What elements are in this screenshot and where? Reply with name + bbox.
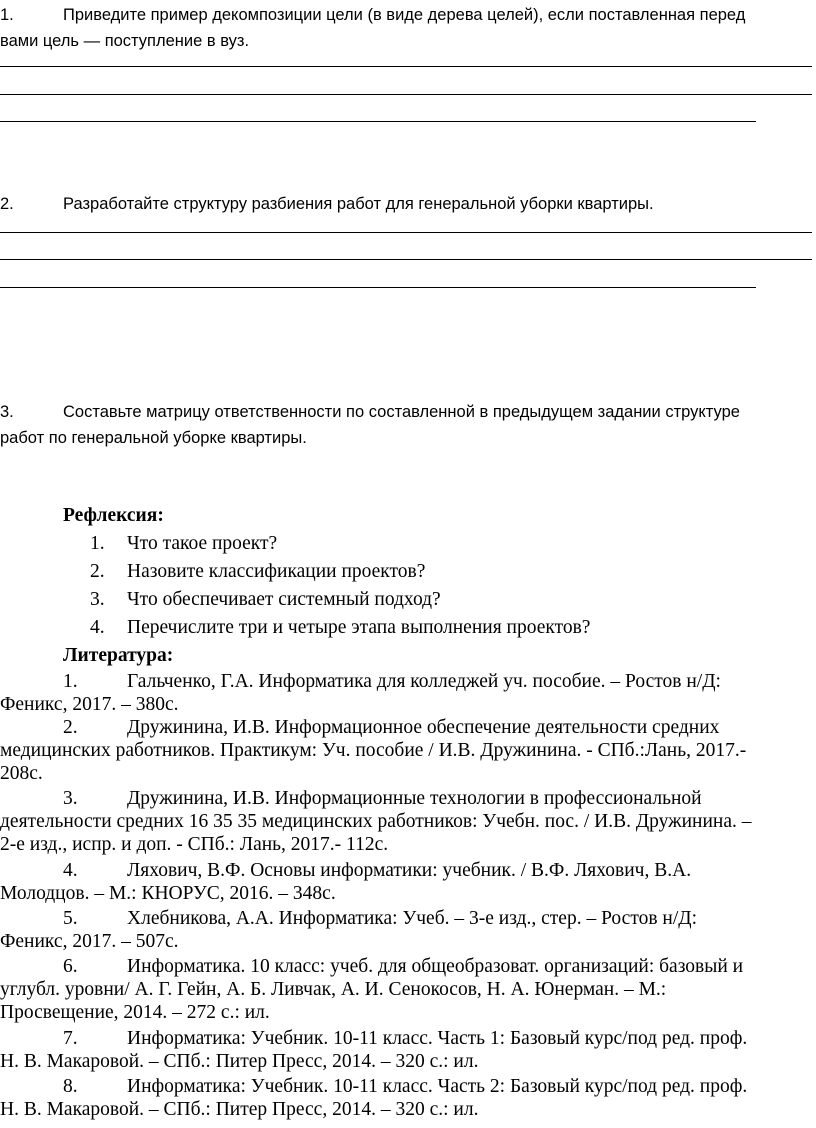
reflection-question: [90, 589, 441, 611]
question-number: 1.: [90, 533, 105, 554]
task-1: [0, 2, 812, 54]
answer-line: [0, 94, 812, 95]
task-1-number: 1.: [0, 6, 14, 24]
answer-line: [0, 232, 812, 233]
literature-item: [0, 787, 800, 856]
question-number: 4.: [90, 617, 105, 638]
literature-text: Н. В. Макаровой. – СПб.: Питер Пресс, 2014. – 320 с.: ил.: [0, 1051, 479, 1072]
literature-number: 2.: [63, 717, 78, 738]
literature-text: Гальченко, Г.А. Информатика для колледжей уч. пособие. – Ростов н/Д:: [127, 671, 721, 692]
literature-item: [0, 670, 800, 716]
reflection-question: [90, 617, 590, 639]
task-3-text-line1: Составьте матрицу ответственности по составленной в предыдущем задании структуре: [63, 403, 740, 421]
literature-text: Информатика: Учебник. 10-11 класс. Часть 1: Базовый курс/под ред. проф.: [127, 1028, 748, 1049]
literature-text: Информатика. 10 класс: учеб. для общеобразоват. организаций: базовый и: [127, 956, 744, 977]
literature-text: деятельности средних 16 35 35 медицинских работников: Учебн. пос. / И.В. Дружинина. –: [0, 811, 752, 832]
reflection-question: [90, 561, 425, 583]
literature-text: Хлебникова, А.А. Информатика: Учеб. – 3-е изд., стер. – Ростов н/Д:: [127, 908, 697, 929]
question-text: Что такое проект?: [127, 533, 278, 554]
answer-line: [0, 287, 756, 288]
literature-number: 3.: [63, 788, 78, 809]
literature-number: 6.: [63, 956, 78, 977]
literature-text: углубл. уровни/ А. Г. Гейн, А. Б. Ливчак, А. И. Сенокосов, Н. А. Юнерман. – М.:: [0, 979, 667, 1000]
question-text: Назовите классификации проектов?: [127, 561, 426, 582]
literature-text: Феникс, 2017. – 380с.: [0, 694, 179, 715]
literature-title: Литература:: [63, 645, 174, 666]
answer-line: [0, 66, 812, 67]
literature-text: 2-е изд., испр. и доп. - СПб.: Лань, 2017.- 112с.: [0, 834, 389, 855]
question-text: Перечислите три и четыре этапа выполнения проектов?: [127, 617, 591, 638]
literature-number: 8.: [63, 1076, 78, 1097]
literature-item: [0, 716, 800, 785]
task-2-number: 2.: [0, 195, 14, 213]
literature-item: [0, 859, 800, 905]
reflection-title: Рефлексия:: [63, 505, 164, 526]
task-1-text-line1: Приведите пример декомпозиции цели (в виде дерева целей), если поставленная перед: [63, 6, 746, 24]
literature-item: [0, 1027, 800, 1073]
literature-text: Информатика: Учебник. 10-11 класс. Часть 2: Базовый курс/под ред. проф.: [127, 1076, 748, 1097]
literature-item: [0, 955, 800, 1024]
task-2: [0, 191, 812, 217]
literature-text: Дружинина, И.В. Информационное обеспечение деятельности средних: [127, 717, 720, 738]
task-1-text-line2: вами цель — поступление в вуз.: [0, 32, 250, 50]
reflection-question: [90, 533, 277, 555]
task-3-text-line2: работ по генеральной уборке квартиры.: [0, 429, 307, 447]
literature-text: Ляхович, В.Ф. Основы информатики: учебник. / В.Ф. Ляхович, В.А.: [127, 860, 692, 881]
answer-line: [0, 121, 756, 122]
literature-text: Н. В. Макаровой. – СПб.: Питер Пресс, 2014. – 320 с.: ил.: [0, 1099, 479, 1120]
literature-text: Молодцов. – М.: КНОРУС, 2016. – 348с.: [0, 883, 336, 904]
literature-text: Дружинина, И.В. Информационные технологии в профессиональной: [127, 788, 702, 809]
answer-line: [0, 259, 812, 260]
question-text: Что обеспечивает системный подход?: [127, 589, 441, 610]
literature-text: медицинских работников. Практикум: Уч. пособие / И.В. Дружинина. - СПб.:Лань, 2017.-: [0, 740, 747, 761]
task-2-text-line1: Разработайте структуру разбиения работ для генеральной уборки квартиры.: [63, 195, 654, 213]
question-number: 3.: [90, 589, 105, 610]
literature-text: Просвещение, 2014. – 272 с.: ил.: [0, 1002, 270, 1023]
literature-number: 5.: [63, 908, 78, 929]
literature-item: [0, 1075, 800, 1121]
task-3-number: 3.: [0, 403, 14, 421]
task-3: [0, 399, 812, 451]
literature-number: 7.: [63, 1028, 78, 1049]
literature-text: Феникс, 2017. – 507с.: [0, 931, 179, 952]
question-number: 2.: [90, 561, 105, 582]
literature-item: [0, 907, 800, 953]
literature-number: 1.: [63, 671, 78, 692]
literature-text: 208с.: [0, 763, 43, 784]
literature-number: 4.: [63, 860, 78, 881]
